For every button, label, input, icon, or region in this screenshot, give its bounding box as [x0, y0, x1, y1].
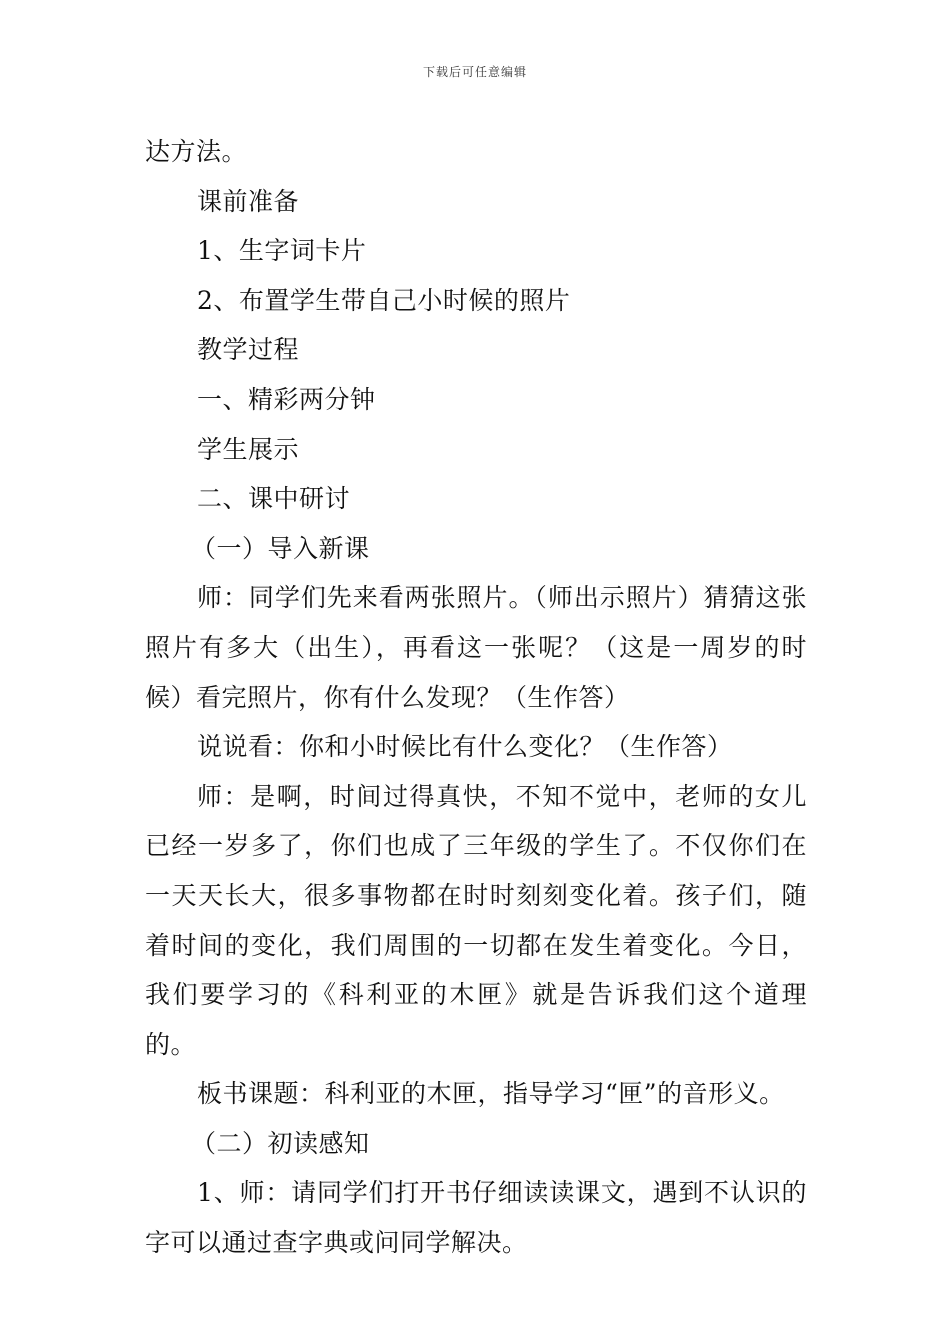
paragraph: 师：是啊，时间过得真快，不知不觉中，老师的女儿已经一岁多了，你们也成了三年级的学生了。不仅你们在一天天长大，很多事物都在时时刻刻变化着。孩子们，随着时间的变化，我们周围的一切都在发生着变化。今日，我们要学习的《科利亚的木匣》就是告诉我们这个道理的。 — [145, 781, 807, 1059]
paragraph: 师：同学们先来看两张照片。（师出示照片）猜猜这张照片有多大（出生），再看这一张呢？（这是一周岁的时候）看完照片，你有什么发现？（生作答） — [145, 583, 807, 712]
section-heading: 二、课中研讨 — [197, 484, 351, 514]
subsection-heading: （一）导入新课 — [191, 533, 370, 563]
list-item: 1、生字词卡片 — [197, 236, 367, 266]
document-body — [145, 127, 807, 1268]
section-heading: 一、精彩两分钟 — [197, 384, 376, 414]
section-heading: 课前准备 — [197, 186, 300, 216]
paragraph: 板书课题：科利亚的木匣，指导学习“匣”的音形义。 — [197, 1079, 785, 1109]
paragraph: 学生展示 — [197, 434, 300, 464]
section-heading: 教学过程 — [197, 335, 300, 365]
paragraph: 1、师：请同学们打开书仔细读读课文，遇到不认识的字可以通过查字典或问同学解决。 — [145, 1178, 807, 1258]
list-item: 2、布置学生带自己小时候的照片 — [197, 285, 571, 315]
paragraph: 达方法。 — [145, 137, 248, 166]
page-header: 下载后可任意编辑 — [422, 65, 527, 79]
paragraph: 说说看：你和小时候比有什么变化？（生作答） — [197, 732, 733, 762]
subsection-heading: （二）初读感知 — [191, 1128, 370, 1158]
